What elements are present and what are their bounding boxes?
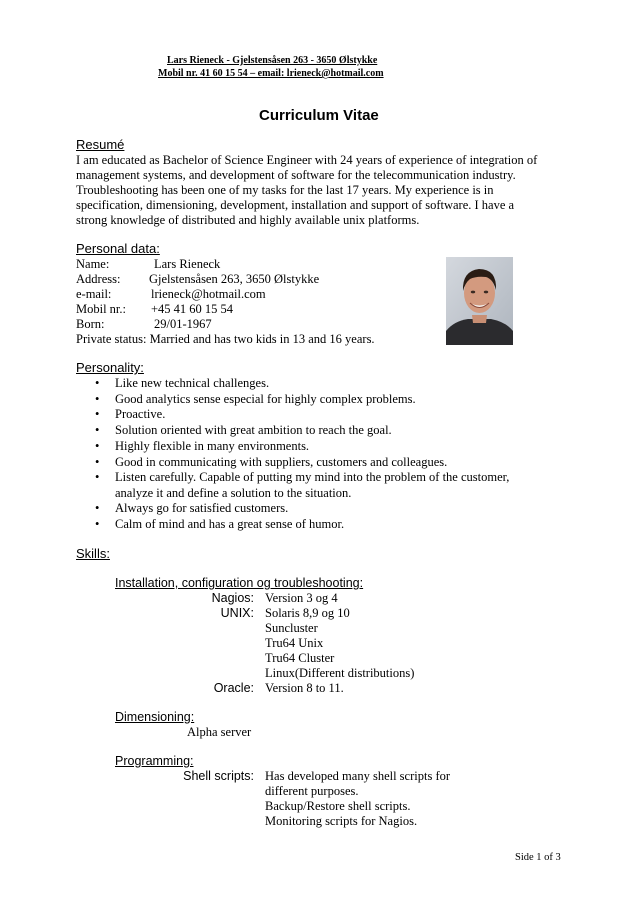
resume-line: strong knowledge of distributed and highly available unix platforms. [76, 213, 420, 227]
personality-list-container [76, 376, 509, 486]
page-number: Side 1 of 3 [515, 852, 561, 863]
unix-value: Tru64 Cluster [265, 651, 335, 665]
personal-born-label: Born: [76, 317, 105, 331]
programming-heading: Programming: [115, 754, 194, 768]
shell-scripts-label: Shell scripts: [183, 769, 254, 783]
installation-heading: Installation, configuration og troubleshooting: [115, 576, 364, 590]
list-item-continuation: analyze it and define a solution to the situation. [115, 486, 352, 500]
nagios-value: Version 3 og 4 [265, 591, 338, 605]
list-item: • Proactive. [76, 407, 509, 423]
list-item: • Listen carefully. Capable of putting my mind into the problem of the customer, [76, 470, 509, 486]
personality-list-tail [76, 501, 344, 532]
personal-name-value: Lars Rieneck [154, 257, 221, 271]
list-item: • Always go for satisfied customers. [76, 501, 344, 517]
unix-label: UNIX: [220, 606, 254, 620]
header-contact: Mobil nr. 41 60 15 54 – email: lrieneck@hotmail.com [158, 68, 384, 79]
list-item: • Like new technical challenges. [76, 376, 509, 392]
personal-email-value: lrieneck@hotmail.com [151, 287, 266, 301]
shell-scripts-value: Monitoring scripts for Nagios. [265, 814, 418, 828]
shell-scripts-value: Has developed many shell scripts for [265, 769, 451, 783]
shell-scripts-value: different purposes. [265, 784, 359, 798]
personal-born-value: 29/01-1967 [154, 317, 212, 331]
list-item: • Good in communicating with suppliers, customers and colleagues. [76, 455, 509, 471]
unix-value: Suncluster [265, 621, 318, 635]
nagios-label: Nagios: [211, 591, 254, 605]
personal-private-status: Private status: Married and has two kids in 13 and 16 years. [76, 332, 375, 346]
skills-heading: Skills: [76, 546, 110, 561]
personal-heading: Personal data: [76, 241, 160, 256]
unix-value: Tru64 Unix [265, 636, 324, 650]
resume-line: I am educated as Bachelor of Science Engineer with 24 years of experience of integration of [76, 153, 538, 167]
list-item: • Good analytics sense especial for highly complex problems. [76, 392, 509, 408]
unix-value: Linux(Different distributions) [265, 666, 415, 680]
portrait-photo [446, 257, 513, 345]
header-address: Lars Rieneck - Gjelstensåsen 263 - 3650 Ølstykke [167, 55, 378, 66]
oracle-value: Version 8 to 11. [265, 681, 344, 695]
page-title: Curriculum Vitae [259, 107, 379, 124]
personal-address-value: Gjelstensåsen 263, 3650 Ølstykke [149, 272, 320, 286]
personality-heading: Personality: [76, 360, 144, 375]
list-item: • Highly flexible in many environments. [76, 439, 509, 455]
shell-scripts-value: Backup/Restore shell scripts. [265, 799, 411, 813]
personality-list [76, 376, 509, 486]
personal-mobile-value: +45 41 60 15 54 [151, 302, 234, 316]
personal-name-label: Name: [76, 257, 110, 271]
resume-line: management systems, and development of software for the telecommunication industry. [76, 168, 516, 182]
dimensioning-heading: Dimensioning: [115, 710, 195, 724]
personality-list-2 [76, 501, 344, 532]
resume-heading: Resumé [76, 137, 125, 152]
portrait-photo-graphic [446, 257, 513, 345]
resume-text [76, 153, 537, 228]
resume-line: Troubleshooting has been one of my tasks for the last 17 years. My experience is in [76, 183, 494, 197]
personal-email-label: e-mail: [76, 287, 112, 301]
personal-address-label: Address: [76, 272, 121, 286]
unix-value: Solaris 8,9 og 10 [265, 606, 350, 620]
resume-line: specification, dimensioning, development, installation and support of software. I have a [76, 198, 515, 212]
oracle-label: Oracle: [213, 681, 254, 695]
list-item: • Solution oriented with great ambition to reach the goal. [76, 423, 509, 439]
list-item: • Calm of mind and has a great sense of humor. [76, 517, 344, 533]
dimensioning-value: Alpha server [187, 725, 252, 739]
personal-mobile-label: Mobil nr.: [76, 302, 127, 316]
